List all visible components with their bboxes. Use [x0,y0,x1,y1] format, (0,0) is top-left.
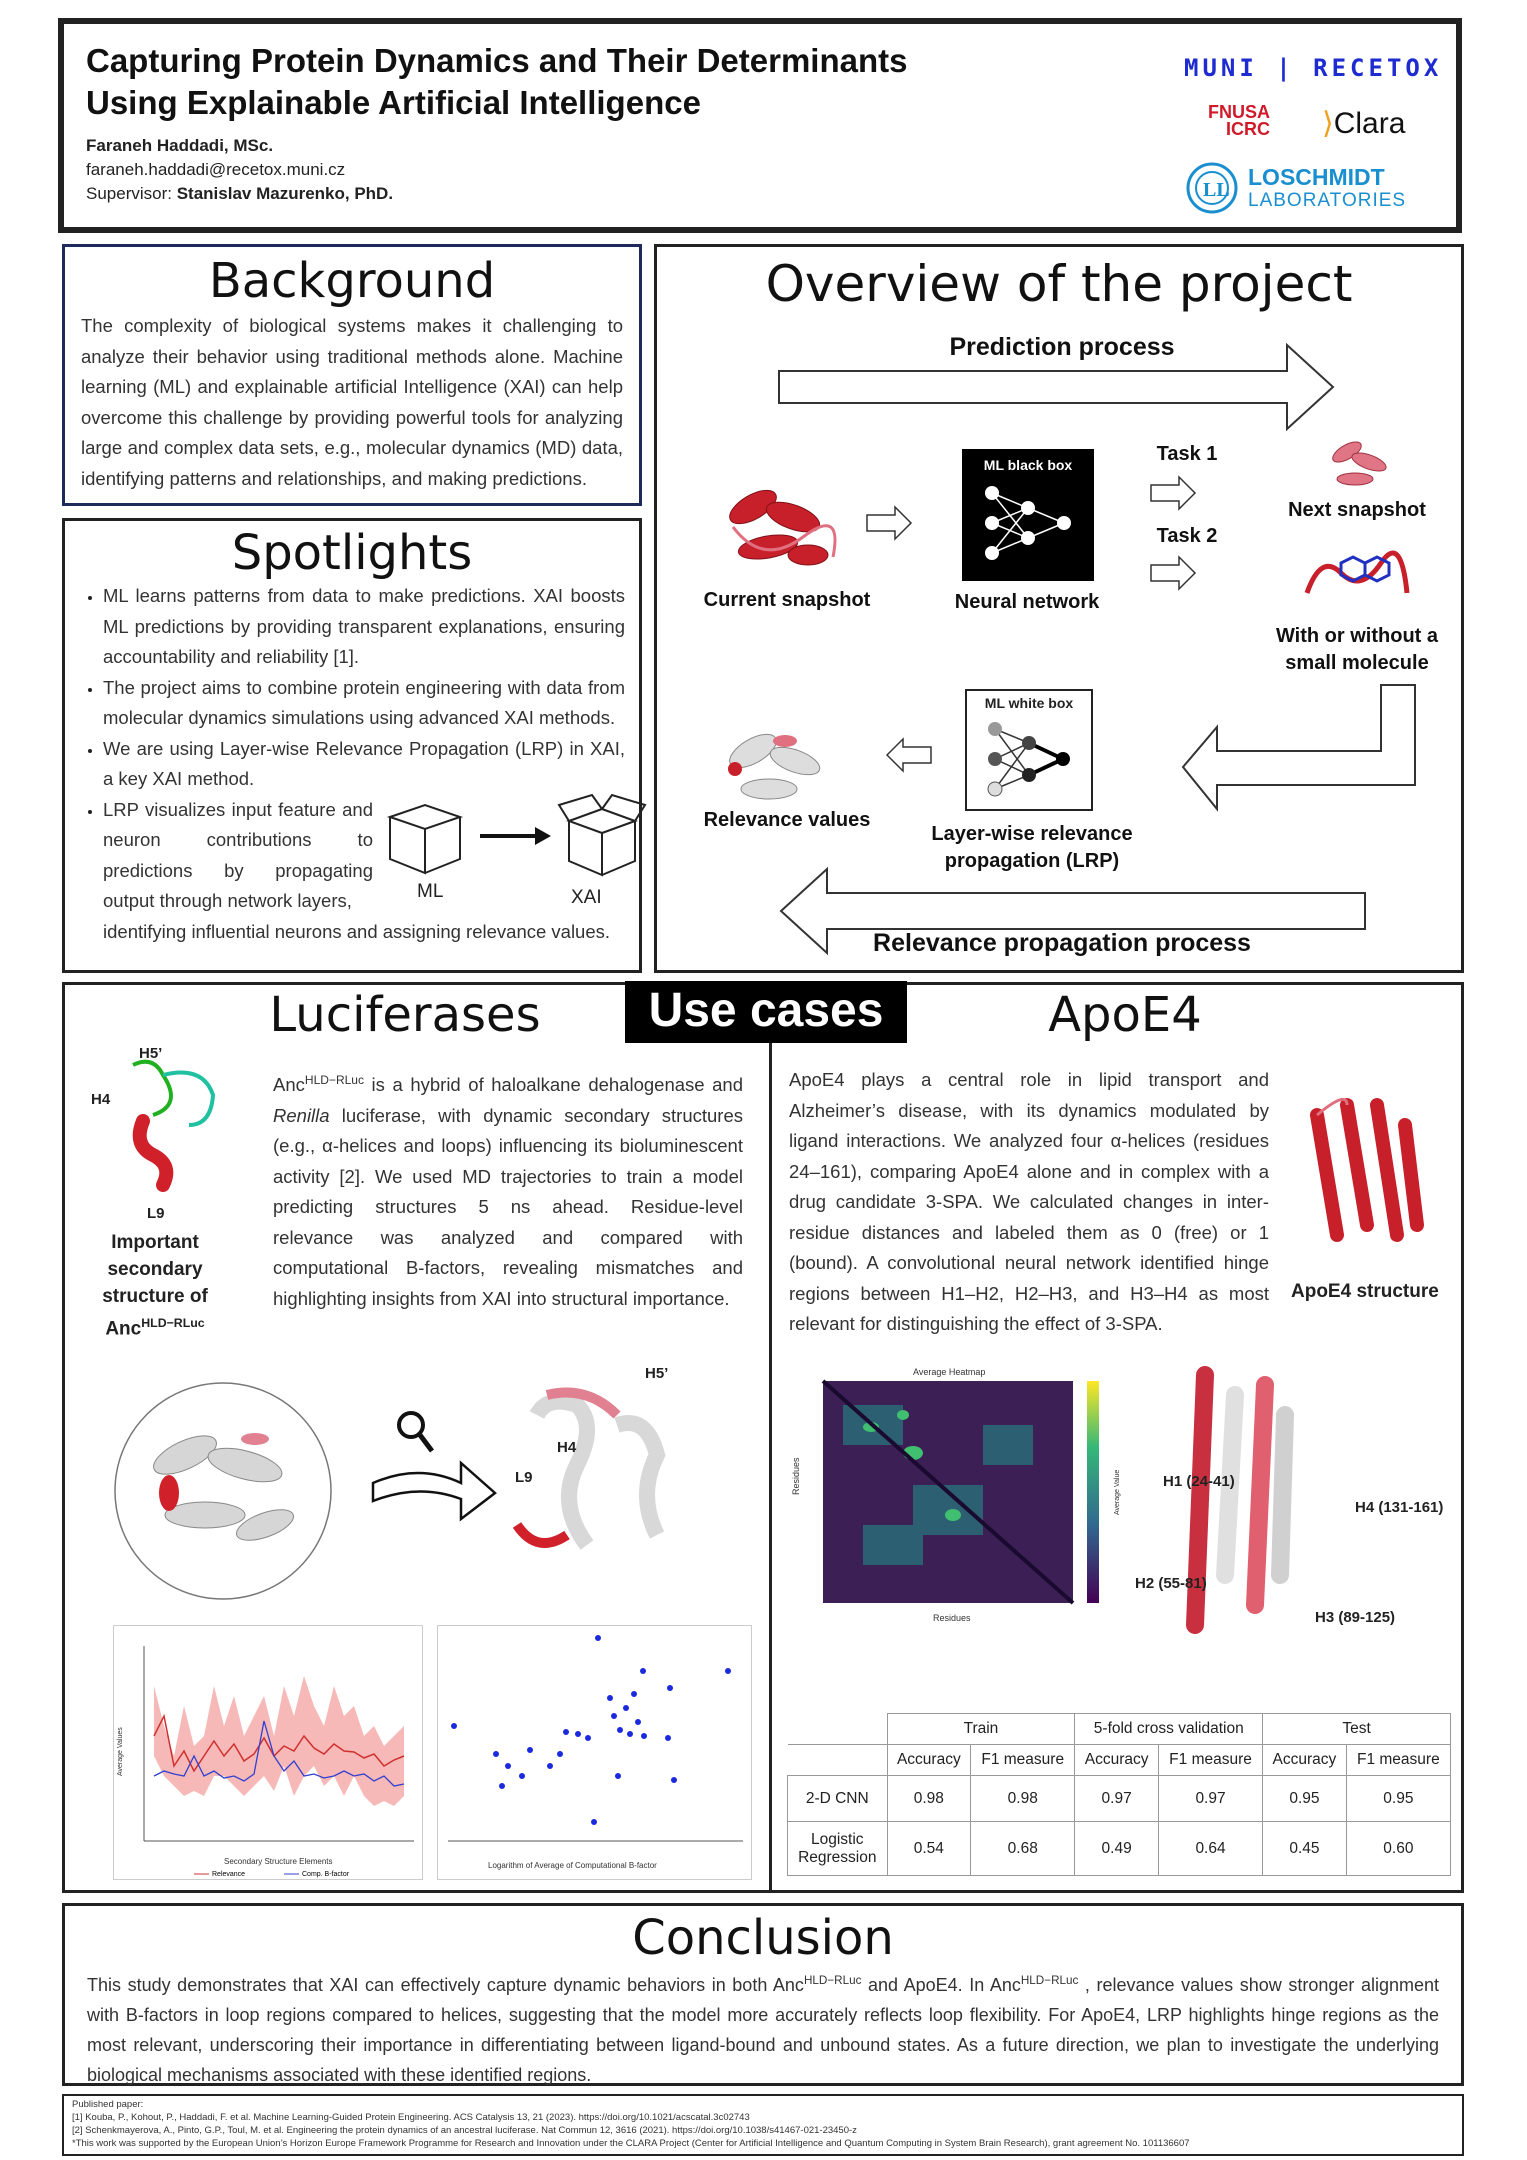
zoomed-helices-image [507,1385,687,1585]
spotlights-box [62,518,642,973]
background-text: The complexity of biological systems makes it challenging to analyze their behavior using traditional methods alone. Machine learning (ML) and explainable artificial Intelligence (XAI) can help overcome this challenge by providing powerful tools for analyzing large and complex data sets, e.g., molecular dynamics (MD) data, identifying patterns and relationships, and making predictions. [81,315,623,489]
fnusa-logo: FNUSA ICRC [1208,102,1270,139]
relevance-network-icon [967,711,1091,807]
footer-box: Published paper: [1] Kouba, P., Kohout, P., Haddadi, F. et al. Machine Learning-Guided Protein Engineering. ACS Catalysis 13, 21 (2023). https://doi.org/10.1021/acscatal.3c02743 [2] Schenkmayerova, A., Pinto, G.P., Toul, M. et al. Engineering the protein dynamics of an ancestral luciferase. Nat Commun 12, 3616 (2021). https://doi.org/10.1038/s41467-021-23450-z *This work was supported by the European Union’s Horizon Europe Framework Programme for Research and Innovation under the CLARA Project (Center for Artificial Intelligence and Quantum Computing in System Brain Research), grant agreement No. 101136607 [62,2094,1464,2156]
magnifier-icon [395,1409,435,1455]
scatter-plot [437,1625,752,1880]
table-metric-row: Accuracy F1 measure Accuracy F1 measure Accuracy F1 measure [788,1745,1451,1776]
conclusion-box [62,1903,1464,2086]
use-cases-title: Use cases [625,981,907,1043]
label-apoe-h2: H2 (55-81) [1135,1575,1207,1592]
svg-text:Residues: Residues [933,1613,971,1623]
svg-text:Average Heatmap: Average Heatmap [913,1367,986,1377]
spotlight-item: • We are using Layer-wise Relevance Propagation (LRP) in XAI, a key XAI method. [103,734,625,795]
open-box-icon-xai [557,789,647,879]
xai-label: XAI [571,887,602,908]
arrow-icon [475,821,555,851]
clara-logo: ⟩Clara [1322,107,1406,140]
prediction-label: Prediction process [949,333,1175,361]
spotlights-title: Spotlights [231,525,473,581]
divider [769,1043,772,1893]
blackbox: ML black box [962,449,1094,581]
heatmap [783,1365,1123,1625]
zoom-arrow-icon [369,1453,499,1523]
relevance-process-label: Relevance propagation process [873,929,1251,957]
task1-label: Task 1 [1156,443,1218,465]
svg-text:Relevance: Relevance [212,1871,246,1878]
return-arrow [1137,683,1447,813]
apoe-helices-image [1165,1355,1305,1645]
svg-text:Logarithm of Average of Comput: Logarithm of Average of Computational B-factor [488,1861,657,1870]
line-plot-svg [114,1626,422,1879]
header-box [58,18,1462,233]
spotlight-item: • The project aims to combine protein engineering with data from molecular dynamics simulations using advanced XAI methods. [103,673,625,734]
secondary-caption: Important secondary structure of Anc$^{HLD-RLuc}$ [102,1232,208,1340]
loschmidt-logo: LL LOSCHMIDT LABORATORIES [1182,158,1452,218]
line-plot [113,1625,423,1880]
luc-text: Anc$^{HLD-RLuc}$ is a hybrid of haloalkane dehalogenase and Renilla luciferase, with dynamic secondary structures (e.g., α-helices and loops) influencing its bioluminescent activity [2]. We used MD trajectories to train a model predicting structures 5 ns ahead. Residue-level relevance was analyzed and compared with computational B-factors, revealing mismatches and highlighting insights from XAI into structural importance. [273,1073,743,1309]
title: Capturing Protein Dynamics and Their Determinants Using Explainable Artificial Intelligence [86,42,908,121]
muni-logo: MUNI | RECETOX [1184,54,1443,82]
overview-title: Overview of the project [765,255,1353,313]
zoom-label-h4: H4 [557,1439,577,1456]
use-cases-box [62,982,1464,1893]
overview-box [654,244,1464,973]
prediction-arrow [777,341,1337,431]
spotlight-item: • ML learns patterns from data to make predictions. XAI boosts ML predictions by providing transparent explanations, ensuring accountability and reliability [1]. [103,581,625,673]
svg-text:Average Value: Average Value [1114,1469,1121,1515]
label-apoe-h4: H4 (131-161) [1355,1499,1444,1516]
spotlight-last-line: identifying influential neurons and assigning relevance values. [103,921,611,942]
whitebox: ML white box [965,689,1093,811]
svg-text:Residues: Residues [791,1457,801,1495]
apoe-structure-caption: ApoE4 structure [1291,1281,1439,1302]
author: Faraneh Haddadi, MSc. [86,136,274,155]
table-header-row: Train 5-fold cross validation Test [788,1714,1451,1745]
current-snapshot-label: Current snapshot [703,589,871,611]
protein-current-icon [713,467,843,587]
lrp-label: Layer-wise relevance propagation (LRP) [931,823,1133,872]
next-snapshot-label: Next snapshot [1288,499,1426,521]
task1-arrow [1149,475,1199,511]
task2-label: Task 2 [1156,525,1218,547]
label-l9: L9 [147,1205,165,1222]
conclusion-title: Conclusion [632,1910,894,1966]
relevance-values-label: Relevance values [703,809,871,831]
background-box [62,244,642,506]
svg-text:Comp. B-factor: Comp. B-factor [302,1871,350,1878]
protein-next-icon [1317,427,1397,497]
svg-text:Average Values: Average Values [117,1727,124,1776]
label-h4: H4 [91,1091,111,1108]
with-without-label: With or without a small molecule [1275,625,1438,674]
label-h5: H5’ [139,1045,163,1062]
svg-text:LL: LL [1203,179,1230,201]
heatmap-svg [783,1365,1123,1625]
supervisor: Supervisor: Stanislav Mazurenko, PhD. [86,184,394,203]
apoe-structure-image [1287,1085,1437,1255]
arrow-left-small-icon [883,737,933,773]
table-row: 2-D CNN 0.98 0.98 0.97 0.97 0.95 0.95 [788,1776,1451,1822]
protein-relevance-icon [713,711,843,821]
secondary-structure-image [93,1045,233,1195]
protein-structure-image [105,1375,345,1605]
arrow-small-icon [865,505,915,541]
scatter-plot-svg [438,1626,751,1879]
loschmidt-icon [1182,158,1242,218]
task2-arrow [1149,555,1199,591]
email: faraneh.haddadi@recetox.muni.cz [86,160,346,179]
ml-label: ML [417,881,444,902]
apoe-text: ApoE4 plays a central role in lipid transport and Alzheimer’s disease, with its dynamics modulated by ligand interactions. We analyzed four α-helices (residues 24–161), comparing ApoE4 alone and in complex with a drug candidate 3-SPA. We calculated changes in inter-residue distances and labeled them as 0 (free) or 1 (bound). A convolutional neural network identified hinge regions between H1–H2, H2–H3, and H3–H4 as most relevant for distinguishing the effect of 3-SPA. [789,1069,1269,1334]
label-apoe-h3: H3 (89-125) [1315,1609,1396,1626]
spotlights-list [65,581,639,917]
label-apoe-h1: H1 (24-41) [1163,1473,1235,1490]
neural-network-label: Neural network [954,591,1100,613]
conclusion-text: This study demonstrates that XAI can effectively capture dynamic behaviors in both Anc$^{HLD-RLuc}$ and ApoE4. In Anc$^{HLD-RLuc}$ , relevance values show stronger alignment with B-factors in loop regions compared to helices, suggesting that the model more accurately reflects loop flexibility. For ApoE4, LRP highlights hinge regions as the most relevant, underscoring their importance in differentiating between ligand-bound and unbound states. As a future direction, we plan to investigate the underlying biological mechanisms associated with these identified regions. [87,1974,1439,2085]
luc-title: Luciferases [269,987,541,1043]
apoe-title: ApoE4 [1048,987,1202,1043]
spotlight-item: • LRP visualizes input feature and neuron contributions to predictions by propagating output through network layers, [103,795,373,917]
results-table [787,1713,1451,1876]
box-icon-ml [380,797,470,877]
small-molecule-icon [1301,533,1411,613]
table-row: Logistic Regression 0.54 0.68 0.49 0.64 0.45 0.60 [788,1822,1451,1876]
neural-network-icon [962,473,1094,573]
svg-text:Secondary Structure Elements: Secondary Structure Elements [224,1857,333,1866]
zoom-label-l9: L9 [515,1469,533,1486]
zoom-label-h5: H5’ [645,1365,669,1382]
background-title: Background [208,253,496,309]
